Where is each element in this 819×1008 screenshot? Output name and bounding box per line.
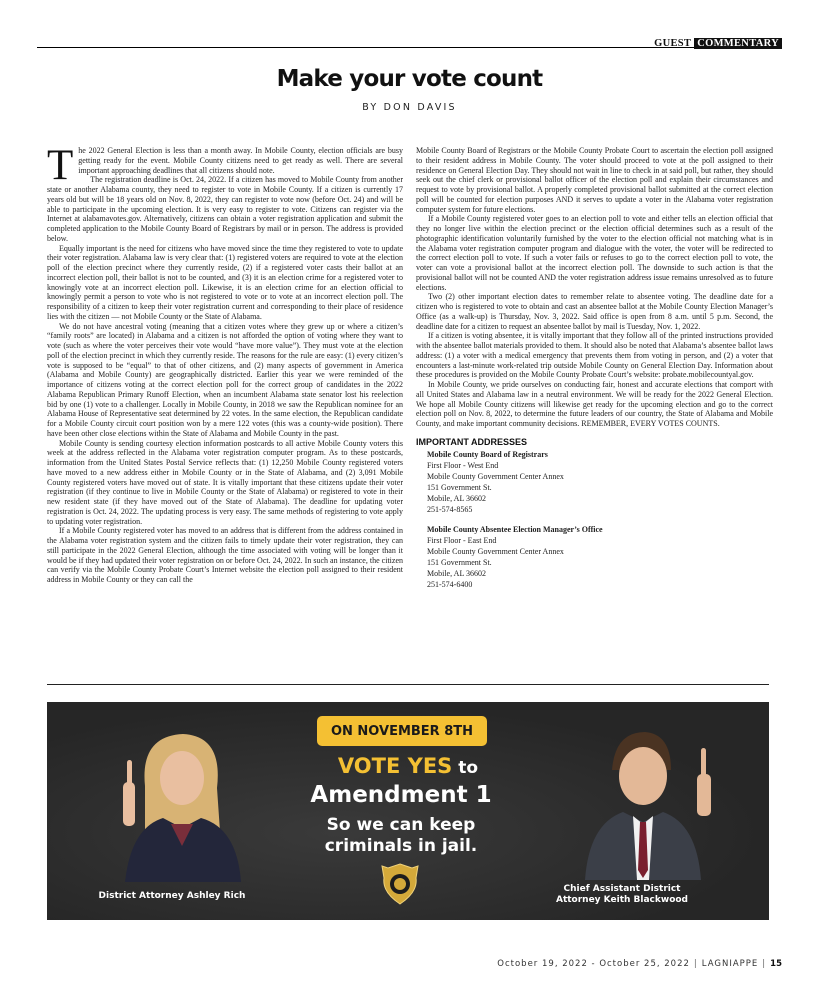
address-name: Mobile County Board of Registrars (427, 449, 548, 459)
article-headline: Make your vote count (276, 66, 543, 92)
address-line: First Floor - East End (427, 535, 497, 545)
address-line: Mobile, AL 36602 (427, 568, 487, 578)
address-line: 151 Government St. (427, 557, 492, 567)
addresses-heading: IMPORTANT ADDRESSES (416, 436, 528, 447)
address-phone: 251-574-6400 (427, 579, 473, 589)
address-block-registrars (427, 449, 773, 590)
article-paragraph: If a Mobile County registered voter goes to an election poll to vote and either tells an election official that they no longer live within the election precinct or the election official determines such as a result of the photographic identification voluntarily furnished by the voter to the election official not matching what is in the Alabama voter registration computer program and dialogue with the voter, the voter will be redirected to the correct election poll to vote. If such a voter fails or refuses to go to the correct election poll to vote, the voter can vote a provisional ballot at the incorrect election poll. The downside to such action is that the provisional ballot will not be counted AND the voter registration address issue remains unresolved as to future elections. (416, 214, 773, 292)
caption-ashley-rich: District Attorney Ashley Rich (98, 891, 246, 901)
tagline-line-2: criminals in jail. (324, 836, 478, 856)
publication-name: LAGNIAPPE (701, 959, 759, 969)
address-line: First Floor - West End (427, 460, 499, 470)
drop-cap: T (47, 142, 74, 189)
section-guest: GUEST (654, 38, 692, 49)
issue-dates: October 19, 2022 - October 25, 2022 (497, 959, 690, 969)
page-footer: October 19, 2022 - October 25, 2022 | LAGNIAPPE | 15 (497, 959, 782, 969)
address-name: Mobile County Absentee Election Manager’s Office (427, 524, 603, 534)
caption-line-1: Chief Assistant District (563, 884, 681, 894)
page-number: 15 (770, 959, 782, 969)
amendment-advertisement (47, 702, 769, 920)
article-paragraph: We do not have ancestral voting (meaning that a citizen votes where they grew up or where a citizen’s “family roots” are located) in Alabama and a citizen is not afforded the option of voting where they want to vote (such as where the voter perceives their vote would “have more value”). They must vote at the election poll of the election precinct in which they currently reside. The reasons for the rule are easy: (1) every citizen’s vote is supposed to be “equal” to that of other citizens, and (2) many aspects of government in America (Alabama and Mobile County) are geographically districted. Earlier this year we were reminded of the importance of citizens voting at the correct election poll for the correct group of candidates in the 2022 Alabama Republican Primary Runoff Election, when an incumbent Alabama state senator lost his reelection bid by one (1) vote to a challenger. Locally in Mobile County, in 2018 we saw the Republican nominee for an Alabama House of Representative seat determined by 22 votes. In the same election, the Republican candidate for a Mobile County circuit court position won by a mere 122 votes (this was a county-wide position). There have been other close elections within the State of Alabama and Mobile County in the past. (47, 321, 403, 438)
district-attorney-badge-icon (380, 862, 420, 906)
section-divider (47, 684, 769, 685)
caption-keith-blackwood (542, 884, 702, 906)
article-paragraph: If a Mobile County registered voter has moved to an address that is different from the address contained in the Alabama voter registration system and the citizen fails to timely update their voter registration, they can still participate in the 2022 General Election, although the time associated with voting will be longer than it would be if they had updated their voter registration on or before Oct. 24, 2022. In such an instance, the citizen can verify via the Mobile County Probate Court’s Internet website the election poll assigned to their resident address in Mobile County or they can call the (47, 526, 403, 584)
article-paragraph: Two (2) other important election dates to remember relate to absentee voting. The deadline date for a citizen who is registered to vote to obtain and cast an absentee ballot at the Mobile County Election Manager’s Office (as a walk-up) is Thursday, Nov. 3, 2022. Said office is open from 8 a.m. until 5 p.m. Second, the deadline date for a citizen to request an absentee ballot by mail is Tuesday, Nov. 1, 2022. (416, 292, 773, 331)
article-paragraph: Equally important is the need for citizens who have moved since the time they registered to vote to update their voter registration. Alabama law is very clear that: (1) registered voters are required to vote at the election poll of the election precinct where they currently reside, (2) if a registered voter casts their ballot at an incorrect election poll, their ballot is not to be counted, and (3) it is an election crime for a registered voter to knowingly vote at an incorrect election poll. Likewise, it is an election crime for an election official to knowingly permit a person to vote who is not registered to vote or to vote at an incorrect election poll. The responsibility of a citizen to keep their voter registration current and corresponding to their place of residence lies with the citizen — not Mobile County or the State of Alabama. (47, 243, 403, 321)
address-line: 151 Government St. (427, 482, 492, 492)
article-paragraph: Mobile County Board of Registrars or the Mobile County Probate Court to ascertain the election poll assigned to their resident address in Mobile County. The voter should proceed to vote at the poll assigned to their residence on General Election Day. They should not wait in line to check in at said poll, but rather, they should seek out the chief clerk or provisional ballot officer of the election poll and explain their circumstances and request to vote by provisional ballot. A properly completed provisional ballot submitted at the correct election poll will be counted for election purposes AND it serves to update a voter in the Alabama voter registration computer system for future elections. (416, 146, 773, 214)
date-pill: ON NOVEMBER 8TH (317, 716, 487, 746)
article-column-left (47, 142, 403, 585)
article-column-right (416, 146, 773, 590)
vote-yes-text: VOTE YES (337, 754, 453, 778)
amendment-title: Amendment 1 (310, 782, 492, 808)
tagline-line-1: So we can keep (326, 815, 476, 835)
ad-tagline (47, 815, 755, 857)
address-line: Mobile, AL 36602 (427, 493, 487, 503)
article-paragraph: Mobile County is sending courtesy election information postcards to all active Mobile County voters this week at the address reflected in the Alabama voter registration computer program. As to these postcards, information from the United States Postal Service reflects that: (1) 12,250 Mobile County registered voters have moved to a new address either in Mobile County or in the State of Alabama, and (2) 3,091 Mobile County registered voters have moved out of state. It is vitally important that these citizens update their voter registration (if they continue to live in Mobile County or the State of Alabama) or registered to vote in their new resident state (if they have moved out of the State of Alabama). The deadline for updating voter registration is Oct. 24, 2022. The updating process is very easy. The same methods of registering to vote apply to updating voter registration. (47, 438, 403, 526)
section-commentary: COMMENTARY (694, 38, 782, 49)
vote-to-text: to (458, 758, 479, 778)
vote-yes-line (47, 754, 769, 778)
address-line: Mobile County Government Center Annex (427, 471, 564, 481)
article-paragraph: If a citizen is voting absentee, it is vitally important that they follow all of the printed instructions provided with the absentee ballot materials provided to them. It should also be noted that Alabama’s absentee ballot laws address: (1) a voter with a medical emergency that prevents them from voting in person, and (2) a voter that encounters a last-minute work-related trip outside Mobile County on General Election Day. Information about these procedures is provided on the Mobile County Probate Court’s website: probate.mobilecountyal.gov. (416, 331, 773, 380)
article-byline: BY DON DAVIS (362, 102, 457, 113)
article-paragraph: In Mobile County, we pride ourselves on conducting fair, honest and accurate elections that comport with all United States and Alabama law in a neutral environment. We will be ready for the 2022 General Election. We hope all Mobile County citizens will likewise get ready for the upcoming election and go to the correct election poll on Nov. 8, 2022, to determine the future leaders of our country, the State of Alabama and Mobile County, and make important community decisions. REMEMBER, EVERY VOTES COUNTS. (416, 380, 773, 428)
article-paragraph: The 2022 General Election is less than a month away. In Mobile County, election officials are busy getting ready for the event. Mobile County citizens need to get ready as well. There are several important approaching deadlines that all citizens should note. (47, 142, 403, 189)
article-paragraph: The registration deadline is Oct. 24, 2022. If a citizen has moved to Mobile County from another state or another Alabama county, they need to register to vote in Mobile County. If a citizen is currently 17 years old but will be 18 years old on Nov. 8, 2022, they can register to vote now (before Oct. 24) and will be able to participate in the upcoming election. It is very easy to register to vote. Citizens can register via the Internet at alabamavotes.gov. Alternatively, citizens can obtain a voter registration application and submit the completed application to the Mobile County Board of Registrars by mail or in person. The address is provided below. (47, 175, 403, 243)
address-line: Mobile County Government Center Annex (427, 546, 564, 556)
section-tag (654, 38, 782, 49)
caption-line-2: Attorney Keith Blackwood (555, 895, 688, 905)
address-phone: 251-574-8565 (427, 504, 473, 514)
